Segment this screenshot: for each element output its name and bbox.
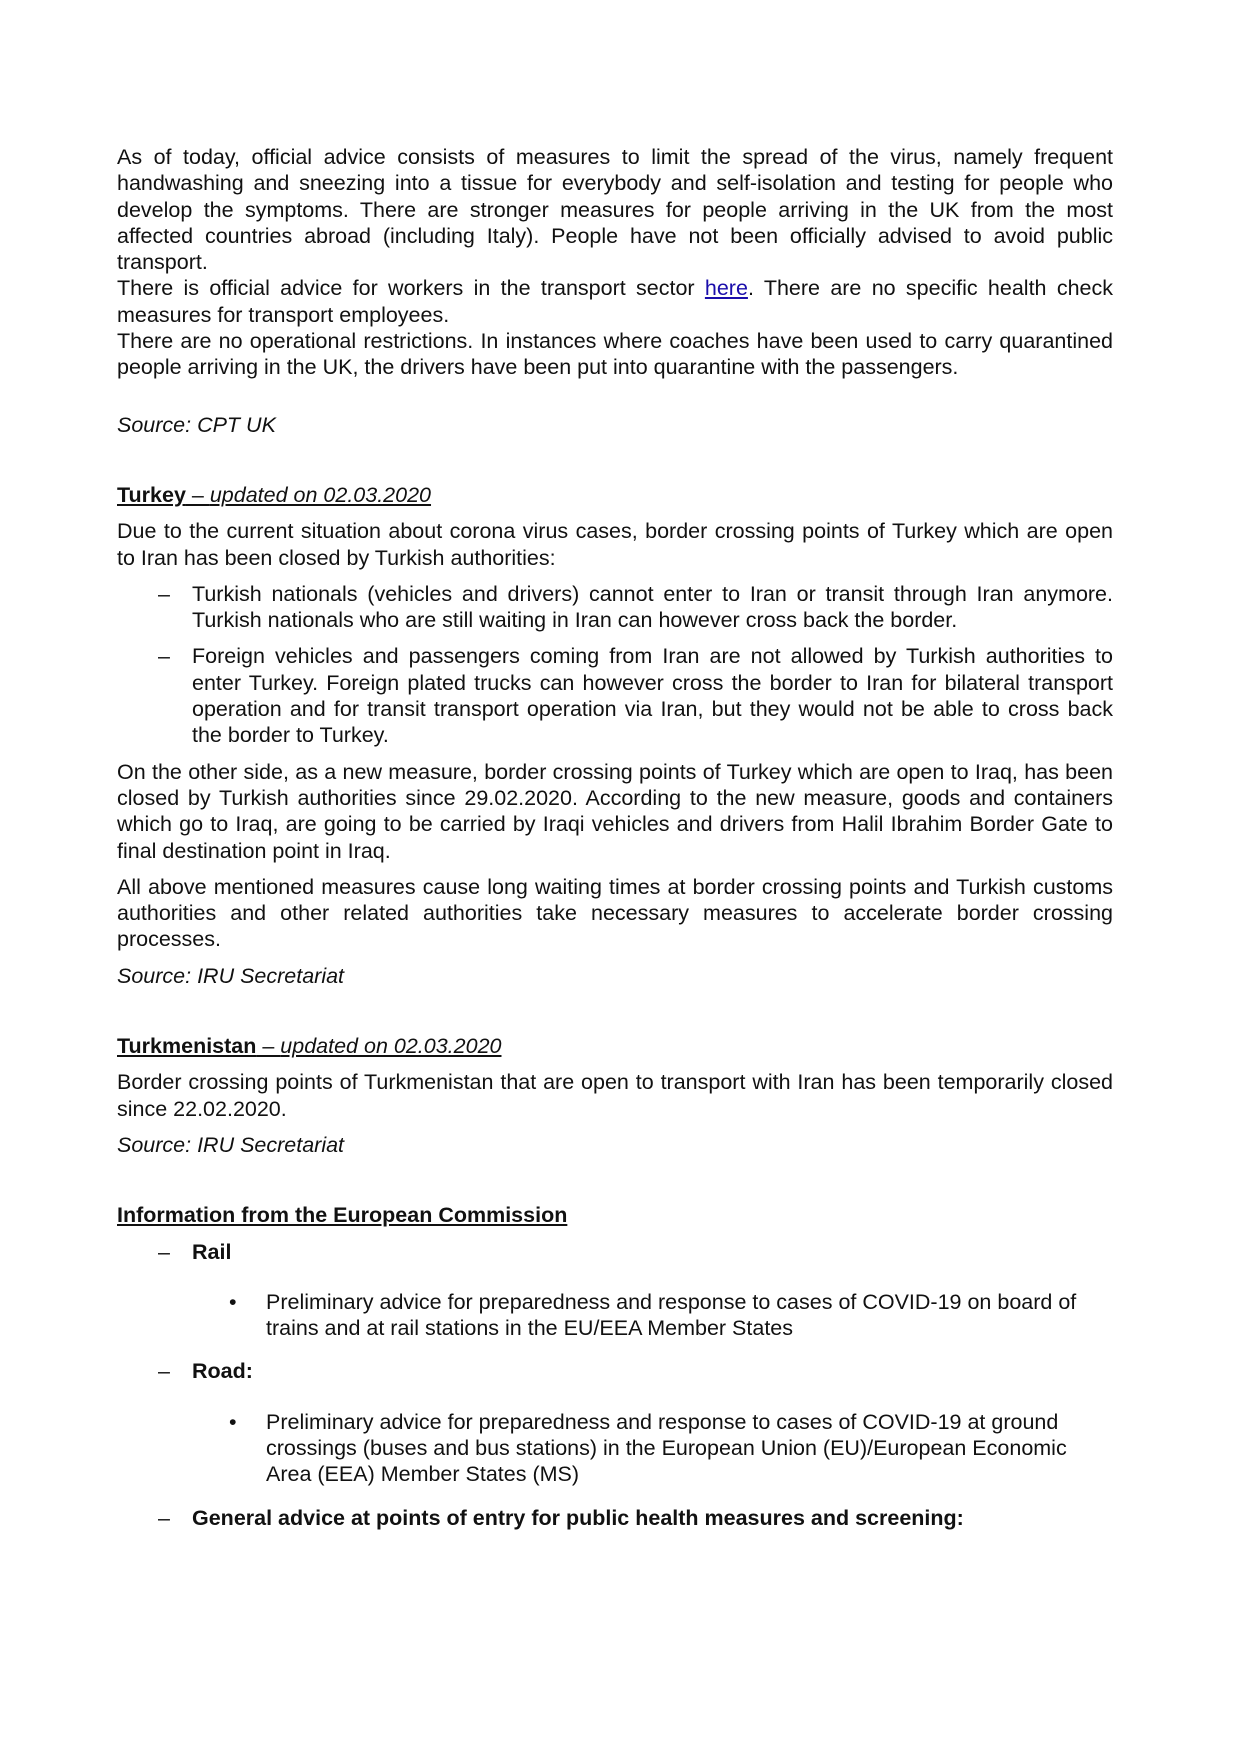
bullet-icon: • — [229, 1289, 237, 1314]
turkey-iraq-paragraph: On the other side, as a new measure, border crossing points of Turkey which are open to Iraq, has been closed by Turkish authorities since 29.02.2020. According to the new measure, goods and containers which go to Iraq, are going to be carried by Iraqi vehicles and drivers from Halil Ibrahim Border Gate to final destination point in Iraq. — [117, 759, 1113, 863]
ec-item-rail — [117, 1239, 1113, 1265]
dash-marker: – — [158, 1359, 170, 1384]
list-item — [117, 581, 1113, 634]
uk-workers-text-after: . There are no specific health check measures for transport employees. — [117, 276, 1113, 327]
turkmenistan-source: Source: IRU Secretariat — [117, 1132, 345, 1157]
dash-marker: – — [158, 581, 170, 606]
ec-item-road — [117, 1358, 1113, 1384]
uk-source: Source: CPT UK — [117, 412, 276, 437]
ec-item-label: Rail — [192, 1239, 232, 1264]
ec-item-label: Road: — [192, 1359, 253, 1384]
dash-marker: – — [158, 644, 170, 669]
here-link[interactable]: here — [704, 276, 748, 301]
ec-heading: Information from the European Commission — [117, 1203, 568, 1228]
turkey-measures-list — [117, 581, 1113, 749]
turkey-intro: Due to the current situation about corona virus cases, border crossing points of Turkey which are open to Iran has been closed by Turkish authorities: — [117, 519, 1113, 570]
list-item-text: Turkish nationals (vehicles and drivers) cannot enter to Iran or transit through Iran anymore. Turkish nationals who are still waiting in Iran can however cross back the border. — [192, 581, 1113, 633]
uk-section — [117, 144, 1113, 438]
uk-paragraph-restrictions: There are no operational restrictions. In instances where coaches have been used to carry quarantined people arriving in the UK, the drivers have been put into quarantine with the passengers. — [117, 329, 1113, 380]
list-item — [117, 643, 1113, 748]
turkey-heading-updated: updated on 02.03.2020 — [209, 482, 432, 507]
turkmenistan-paragraph: Border crossing points of Turkmenistan that are open to transport with Iran has been temporarily closed since 22.02.2020. — [117, 1070, 1113, 1121]
turkey-heading-separator: – — [185, 482, 210, 507]
turkmenistan-section — [117, 1033, 1113, 1158]
dash-marker: – — [158, 1505, 170, 1530]
turkmenistan-heading-separator: – — [256, 1034, 281, 1059]
uk-workers-text-before: There is official advice for workers in the transport sector — [117, 276, 705, 301]
uk-paragraph-workers — [117, 275, 1113, 328]
turkmenistan-heading-country: Turkmenistan — [117, 1034, 257, 1059]
dash-marker: – — [158, 1239, 170, 1264]
ec-section — [117, 1202, 1113, 1531]
turkey-heading-country: Turkey — [117, 482, 186, 507]
bullet-icon: • — [229, 1409, 237, 1434]
turkey-waiting-paragraph: All above mentioned measures cause long waiting times at border crossing points and Turkish customs authorities and other related authorities take necessary measures to accelerate border crossing processes. — [117, 874, 1113, 952]
ec-rail-bullet-item — [117, 1289, 1113, 1342]
turkmenistan-heading-updated: updated on 02.03.2020 — [280, 1034, 502, 1059]
turkey-section — [117, 482, 1113, 989]
ec-item-general-advice — [117, 1505, 1113, 1531]
turkmenistan-heading — [117, 1033, 1113, 1059]
ec-road-bullet-item — [117, 1409, 1113, 1488]
list-item-text: Foreign vehicles and passengers coming from Iran are not allowed by Turkish authorities to enter Turkey. Foreign plated trucks can however cross the border to Iran for bilateral transport operation and for transit transport operation via Iran, but they would not be able to cross back the border to Turkey. — [192, 644, 1113, 748]
turkey-source: Source: IRU Secretariat — [117, 963, 345, 988]
ec-item-label: General advice at points of entry for public health measures and screening: — [192, 1505, 964, 1530]
turkey-heading — [117, 482, 1113, 508]
document-page — [117, 144, 1113, 1531]
ec-rail-bullet-text: Preliminary advice for preparedness and response to cases of COVID-19 on board of trains and at rail stations in the EU/EEA Member States — [266, 1289, 1077, 1341]
uk-paragraph-advice: As of today, official advice consists of measures to limit the spread of the virus, namely frequent handwashing and sneezing into a tissue for everybody and self-isolation and testing for people who develop the symptoms. There are stronger measures for people arriving in the UK from the most affected countries abroad (including Italy). People have not been officially advised to avoid public transport. — [117, 145, 1113, 275]
ec-road-bullet-text: Preliminary advice for preparedness and response to cases of COVID-19 at ground crossings (buses and bus stations) in the European Union (EU)/European Economic Area (EEA) Member States (MS) — [266, 1409, 1067, 1487]
